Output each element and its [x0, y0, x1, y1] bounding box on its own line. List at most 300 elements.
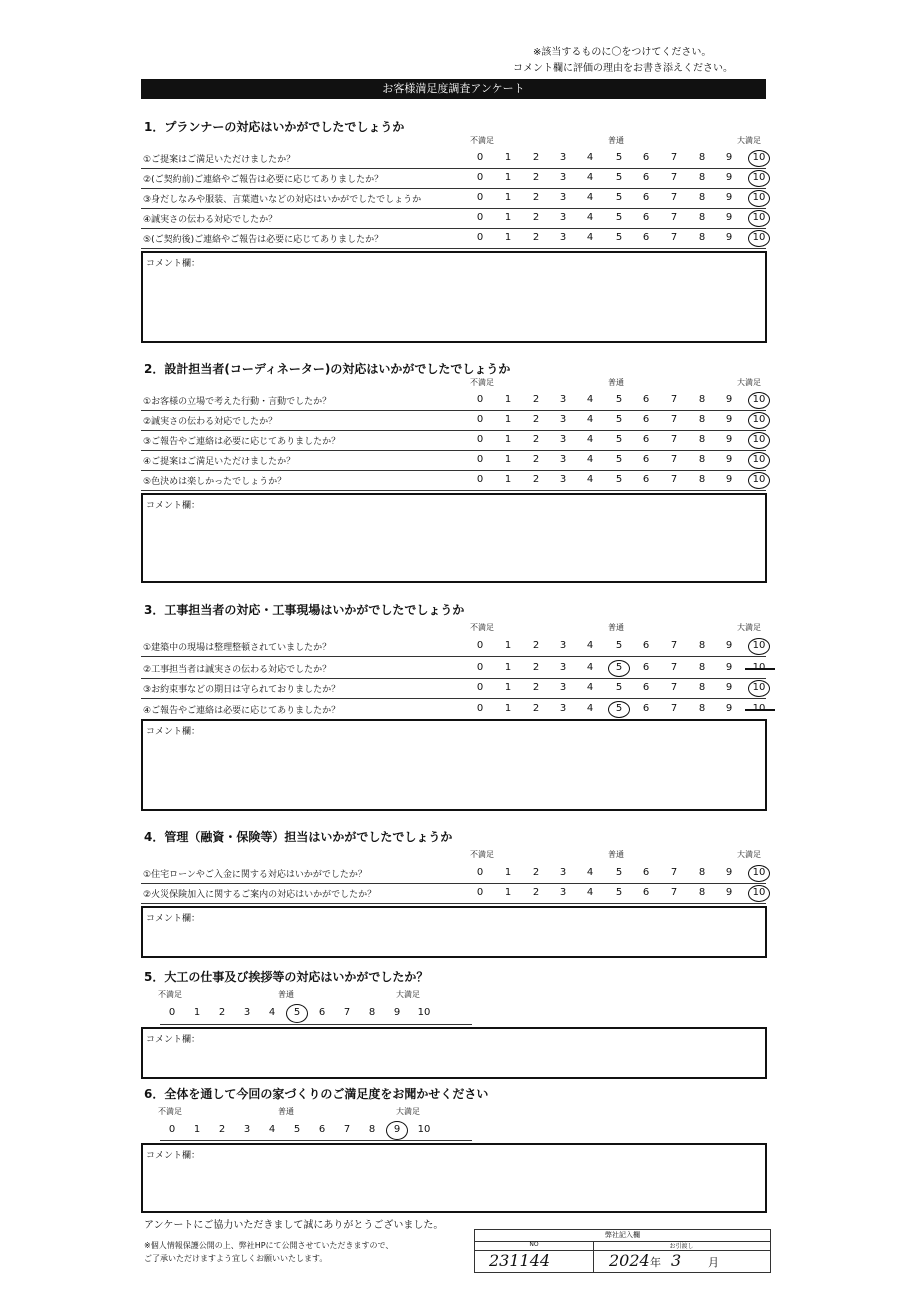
- crossed-out-mark: [745, 709, 775, 711]
- rating-option-4[interactable]: 4: [586, 662, 594, 673]
- rating-option-3[interactable]: 3: [559, 703, 567, 714]
- rating-option-6[interactable]: 6: [642, 172, 650, 183]
- rating-option-6[interactable]: 6: [642, 152, 650, 163]
- comment-box-5[interactable]: [141, 1027, 767, 1079]
- rating-option-0[interactable]: 0: [476, 867, 484, 878]
- office-use-subheader: [475, 1241, 770, 1251]
- office-use-header: 弊社記入欄: [475, 1230, 770, 1242]
- no-label: NO: [529, 1241, 539, 1248]
- question-text: ④ご提案はご満足いただけましたか？: [143, 457, 296, 467]
- customer-no-value: 231144: [489, 1251, 551, 1270]
- question-row: [141, 411, 766, 431]
- rating-option-2[interactable]: 2: [532, 394, 540, 405]
- scale-low-label: 不満足: [470, 850, 494, 859]
- rating-option-2[interactable]: 2: [532, 887, 540, 898]
- rating-option-2[interactable]: 2: [532, 867, 540, 878]
- rating-option-10[interactable]: 10: [752, 172, 766, 183]
- question-row: [141, 659, 766, 679]
- rating-option-3[interactable]: 3: [243, 1007, 251, 1018]
- rating-option-0[interactable]: 0: [476, 192, 484, 203]
- rating-option-8[interactable]: 8: [698, 454, 706, 465]
- question-text: ⑤色決めは楽しかったでしょうか？: [143, 477, 287, 487]
- rating-option-1[interactable]: 1: [504, 474, 512, 485]
- rating-option-5[interactable]: 5: [615, 172, 623, 183]
- scale-low-label: 不満足: [470, 623, 494, 632]
- rating-option-1[interactable]: 1: [193, 1124, 201, 1135]
- rating-option-5[interactable]: 5: [615, 867, 623, 878]
- selected-rating-circle: [748, 432, 770, 449]
- rating-option-9[interactable]: 9: [725, 394, 733, 405]
- rating-option-4[interactable]: 4: [586, 682, 594, 693]
- rating-option-4[interactable]: 4: [586, 394, 594, 405]
- month-unit: 月: [708, 1256, 719, 1269]
- rating-option-8[interactable]: 8: [698, 867, 706, 878]
- rating-option-6[interactable]: 6: [642, 394, 650, 405]
- scale-mid-label: 普通: [608, 623, 624, 632]
- rating-option-7[interactable]: 7: [670, 640, 678, 651]
- selected-rating-circle: [608, 701, 630, 718]
- scale-mid-label: 普通: [608, 136, 624, 145]
- rating-option-6[interactable]: 6: [642, 474, 650, 485]
- rating-option-1[interactable]: 1: [504, 212, 512, 223]
- rating-option-3[interactable]: 3: [559, 414, 567, 425]
- crossed-out-mark: [745, 668, 775, 670]
- scale-mid-label: 普通: [608, 850, 624, 859]
- rating-option-9[interactable]: 9: [725, 212, 733, 223]
- rating-option-1[interactable]: 1: [504, 414, 512, 425]
- rating-option-5[interactable]: 5: [615, 640, 623, 651]
- rating-option-6[interactable]: 6: [642, 640, 650, 651]
- divider: [160, 1024, 472, 1025]
- question-text: ①住宅ローンやご入金に関する対応はいかがでしたか？: [143, 870, 367, 880]
- rating-option-10[interactable]: 10: [752, 887, 766, 898]
- rating-option-7[interactable]: 7: [670, 172, 678, 183]
- rating-option-2[interactable]: 2: [532, 474, 540, 485]
- question-text: ①ご提案はご満足いただけましたか？: [143, 155, 296, 165]
- rating-option-0[interactable]: 0: [476, 394, 484, 405]
- rating-option-9[interactable]: 9: [725, 682, 733, 693]
- question-row: [141, 700, 766, 720]
- rating-option-5[interactable]: 5: [293, 1124, 301, 1135]
- rating-option-3[interactable]: 3: [559, 232, 567, 243]
- selected-rating-circle: [748, 150, 770, 167]
- rating-option-8[interactable]: 8: [698, 414, 706, 425]
- rating-option-0[interactable]: 0: [476, 474, 484, 485]
- rating-option-4[interactable]: 4: [586, 703, 594, 714]
- rating-option-9[interactable]: 9: [725, 414, 733, 425]
- rating-option-0[interactable]: 0: [476, 212, 484, 223]
- scale-mid-label: 普通: [278, 1107, 294, 1116]
- rating-option-0[interactable]: 0: [476, 703, 484, 714]
- rating-option-7[interactable]: 7: [343, 1124, 351, 1135]
- question-text: ②誠実さの伝わる対応でしたか？: [143, 417, 278, 427]
- rating-option-10[interactable]: 10: [752, 454, 766, 465]
- rating-option-9[interactable]: 9: [725, 192, 733, 203]
- rating-option-0[interactable]: 0: [476, 640, 484, 651]
- rating-option-5[interactable]: 5: [615, 474, 623, 485]
- rating-option-1[interactable]: 1: [504, 192, 512, 203]
- comment-box-1[interactable]: [141, 251, 767, 343]
- question-row: [141, 637, 766, 657]
- rating-option-9[interactable]: 9: [725, 703, 733, 714]
- rating-option-8[interactable]: 8: [698, 887, 706, 898]
- selected-rating-circle: [748, 170, 770, 187]
- rating-option-3[interactable]: 3: [559, 172, 567, 183]
- rating-option-7[interactable]: 7: [670, 434, 678, 445]
- rating-option-1[interactable]: 1: [504, 152, 512, 163]
- rating-option-1[interactable]: 1: [504, 640, 512, 651]
- rating-option-8[interactable]: 8: [368, 1124, 376, 1135]
- rating-option-9[interactable]: 9: [393, 1124, 401, 1135]
- rating-option-1[interactable]: 1: [504, 662, 512, 673]
- rating-option-8[interactable]: 8: [698, 474, 706, 485]
- rating-option-5[interactable]: 5: [615, 232, 623, 243]
- rating-option-8[interactable]: 8: [698, 152, 706, 163]
- rating-option-1[interactable]: 1: [504, 232, 512, 243]
- rating-option-4[interactable]: 4: [268, 1007, 276, 1018]
- rating-option-5[interactable]: 5: [293, 1007, 301, 1018]
- rating-option-9[interactable]: 9: [725, 172, 733, 183]
- rating-option-7[interactable]: 7: [670, 703, 678, 714]
- question-row: [141, 451, 766, 471]
- rating-option-8[interactable]: 8: [698, 232, 706, 243]
- rating-option-10[interactable]: 10: [752, 867, 766, 878]
- rating-option-3[interactable]: 3: [243, 1124, 251, 1135]
- rating-option-2[interactable]: 2: [532, 232, 540, 243]
- rating-option-1[interactable]: 1: [504, 887, 512, 898]
- selected-rating-circle: [748, 210, 770, 227]
- rating-option-6[interactable]: 6: [642, 212, 650, 223]
- question-text: ④誠実さの伝わる対応でしたか？: [143, 215, 278, 225]
- rating-option-6[interactable]: 6: [642, 703, 650, 714]
- scale-high-label: 大満足: [396, 1107, 420, 1116]
- rating-option-9[interactable]: 9: [725, 232, 733, 243]
- selected-rating-circle: [748, 680, 770, 697]
- selected-rating-circle: [748, 190, 770, 207]
- question-text: ②(ご契約前)ご連絡やご報告は必要に応じてありましたか？: [143, 175, 384, 185]
- question-text: ①建築中の現場は整理整頓されていましたか？: [143, 643, 332, 653]
- rating-option-1[interactable]: 1: [504, 454, 512, 465]
- question-text: ③お約束事などの期日は守られておりましたか？: [143, 685, 341, 695]
- question-text: ④ご報告やご連絡は必要に応じてありましたか？: [143, 706, 341, 716]
- section-5-title: 5．大工の仕事及び挨拶等の対応はいかがでしたか？: [144, 970, 429, 984]
- rating-option-5[interactable]: 5: [615, 454, 623, 465]
- comment-box-3[interactable]: [141, 719, 767, 811]
- rating-option-8[interactable]: 8: [698, 682, 706, 693]
- rating-option-2[interactable]: 2: [532, 703, 540, 714]
- rating-option-5[interactable]: 5: [615, 394, 623, 405]
- scale-low-label: 不満足: [158, 1107, 182, 1116]
- rating-option-8[interactable]: 8: [698, 192, 706, 203]
- section-4-title: 4．管理（融資・保険等）担当はいかがでしたでしょうか: [144, 830, 453, 844]
- delivery-year-value: 2024: [609, 1251, 650, 1270]
- rating-option-6[interactable]: 6: [642, 232, 650, 243]
- rating-option-0[interactable]: 0: [476, 232, 484, 243]
- rating-option-5[interactable]: 5: [615, 434, 623, 445]
- rating-option-3[interactable]: 3: [559, 152, 567, 163]
- question-row: [141, 391, 766, 411]
- rating-option-1[interactable]: 1: [504, 394, 512, 405]
- rating-option-9[interactable]: 9: [725, 640, 733, 651]
- rating-option-1[interactable]: 1: [193, 1007, 201, 1018]
- rating-option-8[interactable]: 8: [368, 1007, 376, 1018]
- rating-option-0[interactable]: 0: [168, 1007, 176, 1018]
- rating-option-0[interactable]: 0: [476, 434, 484, 445]
- rating-option-3[interactable]: 3: [559, 682, 567, 693]
- rating-option-4[interactable]: 4: [586, 887, 594, 898]
- scale-high-label: 大満足: [737, 623, 761, 632]
- question-text: ⑤(ご契約後)ご連絡やご報告は必要に応じてありましたか？: [143, 235, 384, 245]
- comment-label: コメント欄：: [146, 727, 201, 737]
- rating-option-2[interactable]: 2: [532, 640, 540, 651]
- question-text: ②工事担当者は誠実さの伝わる対応でしたか？: [143, 665, 332, 675]
- rating-option-10[interactable]: 10: [752, 434, 766, 445]
- section-2-title: 2．設計担当者(コーディネーター)の対応はいかがでしたでしょうか: [144, 362, 511, 376]
- office-use-box: [474, 1229, 771, 1273]
- rating-option-7[interactable]: 7: [670, 474, 678, 485]
- rating-option-3[interactable]: 3: [559, 474, 567, 485]
- rating-option-9[interactable]: 9: [725, 434, 733, 445]
- rating-option-1[interactable]: 1: [504, 682, 512, 693]
- rating-option-0[interactable]: 0: [476, 454, 484, 465]
- rating-option-6[interactable]: 6: [318, 1007, 326, 1018]
- scale-high-label: 大満足: [396, 990, 420, 999]
- selected-rating-circle: [748, 885, 770, 902]
- rating-option-9[interactable]: 9: [725, 474, 733, 485]
- rating-option-8[interactable]: 8: [698, 703, 706, 714]
- rating-option-7[interactable]: 7: [670, 394, 678, 405]
- question-row: [141, 169, 766, 189]
- rating-option-5[interactable]: 5: [615, 662, 623, 673]
- question-row: [141, 189, 766, 209]
- rating-option-2[interactable]: 2: [532, 172, 540, 183]
- rating-option-2[interactable]: 2: [532, 192, 540, 203]
- rating-option-7[interactable]: 7: [670, 232, 678, 243]
- rating-option-2[interactable]: 2: [532, 152, 540, 163]
- rating-option-7[interactable]: 7: [670, 212, 678, 223]
- rating-option-4[interactable]: 4: [586, 212, 594, 223]
- rating-option-10[interactable]: 10: [752, 192, 766, 203]
- rating-option-6[interactable]: 6: [642, 192, 650, 203]
- rating-option-7[interactable]: 7: [343, 1007, 351, 1018]
- rating-option-10[interactable]: 10: [752, 640, 766, 651]
- rating-option-3[interactable]: 3: [559, 867, 567, 878]
- selected-rating-circle: [748, 392, 770, 409]
- selected-rating-circle: [748, 230, 770, 247]
- instruction-line-1: ※該当するものに〇をつけてください。: [533, 47, 712, 58]
- scale-high-label: 大満足: [737, 850, 761, 859]
- question-row: [141, 431, 766, 451]
- rating-option-6[interactable]: 6: [318, 1124, 326, 1135]
- rating-option-8[interactable]: 8: [698, 172, 706, 183]
- rating-option-0[interactable]: 0: [476, 682, 484, 693]
- rating-option-6[interactable]: 6: [642, 454, 650, 465]
- rating-option-2[interactable]: 2: [532, 662, 540, 673]
- comment-box-4[interactable]: [141, 906, 767, 958]
- rating-option-10[interactable]: 10: [417, 1124, 431, 1135]
- rating-option-10[interactable]: 10: [752, 414, 766, 425]
- rating-option-4[interactable]: 4: [586, 640, 594, 651]
- rating-option-0[interactable]: 0: [168, 1124, 176, 1135]
- rating-option-0[interactable]: 0: [476, 172, 484, 183]
- question-row: [141, 209, 766, 229]
- rating-option-6[interactable]: 6: [642, 887, 650, 898]
- rating-option-2[interactable]: 2: [532, 682, 540, 693]
- question-row: [141, 864, 766, 884]
- rating-option-2[interactable]: 2: [532, 212, 540, 223]
- scale-high-label: 大満足: [737, 136, 761, 145]
- rating-option-10[interactable]: 10: [752, 152, 766, 163]
- rating-option-2[interactable]: 2: [532, 414, 540, 425]
- rating-option-7[interactable]: 7: [670, 192, 678, 203]
- selected-rating-circle: [608, 660, 630, 677]
- privacy-line-2: ご了承いただけますよう宜しくお願いいたします。: [144, 1254, 328, 1263]
- rating-option-3[interactable]: 3: [559, 640, 567, 651]
- rating-option-0[interactable]: 0: [476, 152, 484, 163]
- comment-label: コメント欄：: [146, 1035, 201, 1045]
- rating-option-7[interactable]: 7: [670, 867, 678, 878]
- rating-option-10[interactable]: 10: [752, 394, 766, 405]
- section-3-title: 3．工事担当者の対応・工事現場はいかがでしたでしょうか: [144, 603, 465, 617]
- rating-option-2[interactable]: 2: [218, 1007, 226, 1018]
- selected-rating-circle: [748, 412, 770, 429]
- rating-option-10[interactable]: 10: [752, 474, 766, 485]
- rating-option-3[interactable]: 3: [559, 212, 567, 223]
- rating-option-9[interactable]: 9: [725, 454, 733, 465]
- rating-option-4[interactable]: 4: [268, 1124, 276, 1135]
- rating-option-8[interactable]: 8: [698, 662, 706, 673]
- rating-option-5[interactable]: 5: [615, 682, 623, 693]
- rating-option-9[interactable]: 9: [725, 887, 733, 898]
- rating-option-1[interactable]: 1: [504, 434, 512, 445]
- selected-rating-circle: [748, 452, 770, 469]
- rating-option-3[interactable]: 3: [559, 192, 567, 203]
- rating-option-5[interactable]: 5: [615, 192, 623, 203]
- rating-option-7[interactable]: 7: [670, 454, 678, 465]
- rating-option-3[interactable]: 3: [559, 394, 567, 405]
- rating-option-5[interactable]: 5: [615, 887, 623, 898]
- scale-mid-label: 普通: [608, 378, 624, 387]
- rating-option-4[interactable]: 4: [586, 474, 594, 485]
- rating-option-9[interactable]: 9: [725, 867, 733, 878]
- comment-label: コメント欄：: [146, 914, 201, 924]
- section-1-title: 1．プランナーの対応はいかがでしたでしょうか: [144, 120, 405, 134]
- rating-option-5[interactable]: 5: [615, 212, 623, 223]
- scale-mid-label: 普通: [278, 990, 294, 999]
- rating-option-9[interactable]: 9: [393, 1007, 401, 1018]
- year-unit: 年: [650, 1256, 661, 1269]
- rating-option-1[interactable]: 1: [504, 867, 512, 878]
- question-text: ①お客様の立場で考えた行動・言動でしたか？: [143, 397, 332, 407]
- scale-low-label: 不満足: [470, 378, 494, 387]
- rating-option-4[interactable]: 4: [586, 172, 594, 183]
- rating-option-2[interactable]: 2: [532, 434, 540, 445]
- rating-option-0[interactable]: 0: [476, 662, 484, 673]
- rating-option-3[interactable]: 3: [559, 434, 567, 445]
- rating-option-6[interactable]: 6: [642, 867, 650, 878]
- rating-option-7[interactable]: 7: [670, 682, 678, 693]
- rating-option-4[interactable]: 4: [586, 867, 594, 878]
- divider: [593, 1241, 594, 1272]
- rating-option-6[interactable]: 6: [642, 662, 650, 673]
- rating-option-7[interactable]: 7: [670, 662, 678, 673]
- selected-rating-circle: [748, 472, 770, 489]
- question-row: [141, 884, 766, 904]
- scale-high-label: 大満足: [737, 378, 761, 387]
- question-text: ③ご報告やご連絡は必要に応じてありましたか？: [143, 437, 341, 447]
- comment-label: コメント欄：: [146, 501, 201, 511]
- rating-option-3[interactable]: 3: [559, 887, 567, 898]
- rating-option-3[interactable]: 3: [559, 454, 567, 465]
- rating-option-8[interactable]: 8: [698, 434, 706, 445]
- comment-label: コメント欄：: [146, 259, 201, 269]
- rating-option-9[interactable]: 9: [725, 152, 733, 163]
- question-row: [141, 679, 766, 699]
- rating-option-10[interactable]: 10: [752, 212, 766, 223]
- section-6-title: 6．全体を通して今回の家づくりのご満足度をお聞かせください: [144, 1087, 489, 1101]
- comment-box-2[interactable]: [141, 493, 767, 583]
- scale-low-label: 不満足: [470, 136, 494, 145]
- question-row: [141, 471, 766, 491]
- rating-option-5[interactable]: 5: [615, 152, 623, 163]
- rating-option-4[interactable]: 4: [586, 414, 594, 425]
- rating-option-5[interactable]: 5: [615, 414, 623, 425]
- rating-option-8[interactable]: 8: [698, 212, 706, 223]
- rating-option-5[interactable]: 5: [615, 703, 623, 714]
- divider: [160, 1140, 472, 1141]
- delivery-label: お引渡し: [669, 1243, 694, 1250]
- selected-rating-circle: [286, 1004, 308, 1023]
- rating-option-0[interactable]: 0: [476, 887, 484, 898]
- rating-option-4[interactable]: 4: [586, 152, 594, 163]
- rating-option-3[interactable]: 3: [559, 662, 567, 673]
- comment-label: コメント欄：: [146, 1151, 201, 1161]
- rating-option-4[interactable]: 4: [586, 192, 594, 203]
- instruction-line-2: コメント欄に評価の理由をお書き添えください。: [513, 63, 733, 74]
- rating-option-2[interactable]: 2: [218, 1124, 226, 1135]
- rating-option-4[interactable]: 4: [586, 434, 594, 445]
- rating-option-8[interactable]: 8: [698, 640, 706, 651]
- rating-option-7[interactable]: 7: [670, 152, 678, 163]
- rating-option-4[interactable]: 4: [586, 454, 594, 465]
- survey-title: お客様満足度調査アンケート: [141, 79, 766, 99]
- question-row: [141, 229, 766, 249]
- rating-option-10[interactable]: 10: [752, 682, 766, 693]
- question-row: [141, 149, 766, 169]
- rating-option-6[interactable]: 6: [642, 434, 650, 445]
- rating-option-2[interactable]: 2: [532, 454, 540, 465]
- selected-rating-circle: [748, 638, 770, 655]
- rating-option-6[interactable]: 6: [642, 682, 650, 693]
- scale-low-label: 不満足: [158, 990, 182, 999]
- rating-option-1[interactable]: 1: [504, 703, 512, 714]
- privacy-line-1: ※個人情報保護公開の上、弊社HPにて公開させていただきますので、: [144, 1241, 394, 1250]
- question-text: ③身だしなみや服装、言葉遣いなどの対応はいかがでしたでしょうか: [143, 195, 422, 205]
- rating-option-10[interactable]: 10: [752, 232, 766, 243]
- rating-option-10[interactable]: 10: [417, 1007, 431, 1018]
- delivery-month-value: 3: [671, 1251, 682, 1270]
- rating-option-8[interactable]: 8: [698, 394, 706, 405]
- thanks-text: アンケートにご協力いただきまして誠にありがとうございました。: [144, 1220, 444, 1231]
- rating-option-6[interactable]: 6: [642, 414, 650, 425]
- comment-box-6[interactable]: [141, 1143, 767, 1213]
- rating-option-7[interactable]: 7: [670, 414, 678, 425]
- rating-option-9[interactable]: 9: [725, 662, 733, 673]
- rating-option-0[interactable]: 0: [476, 414, 484, 425]
- rating-option-7[interactable]: 7: [670, 887, 678, 898]
- rating-option-4[interactable]: 4: [586, 232, 594, 243]
- rating-option-1[interactable]: 1: [504, 172, 512, 183]
